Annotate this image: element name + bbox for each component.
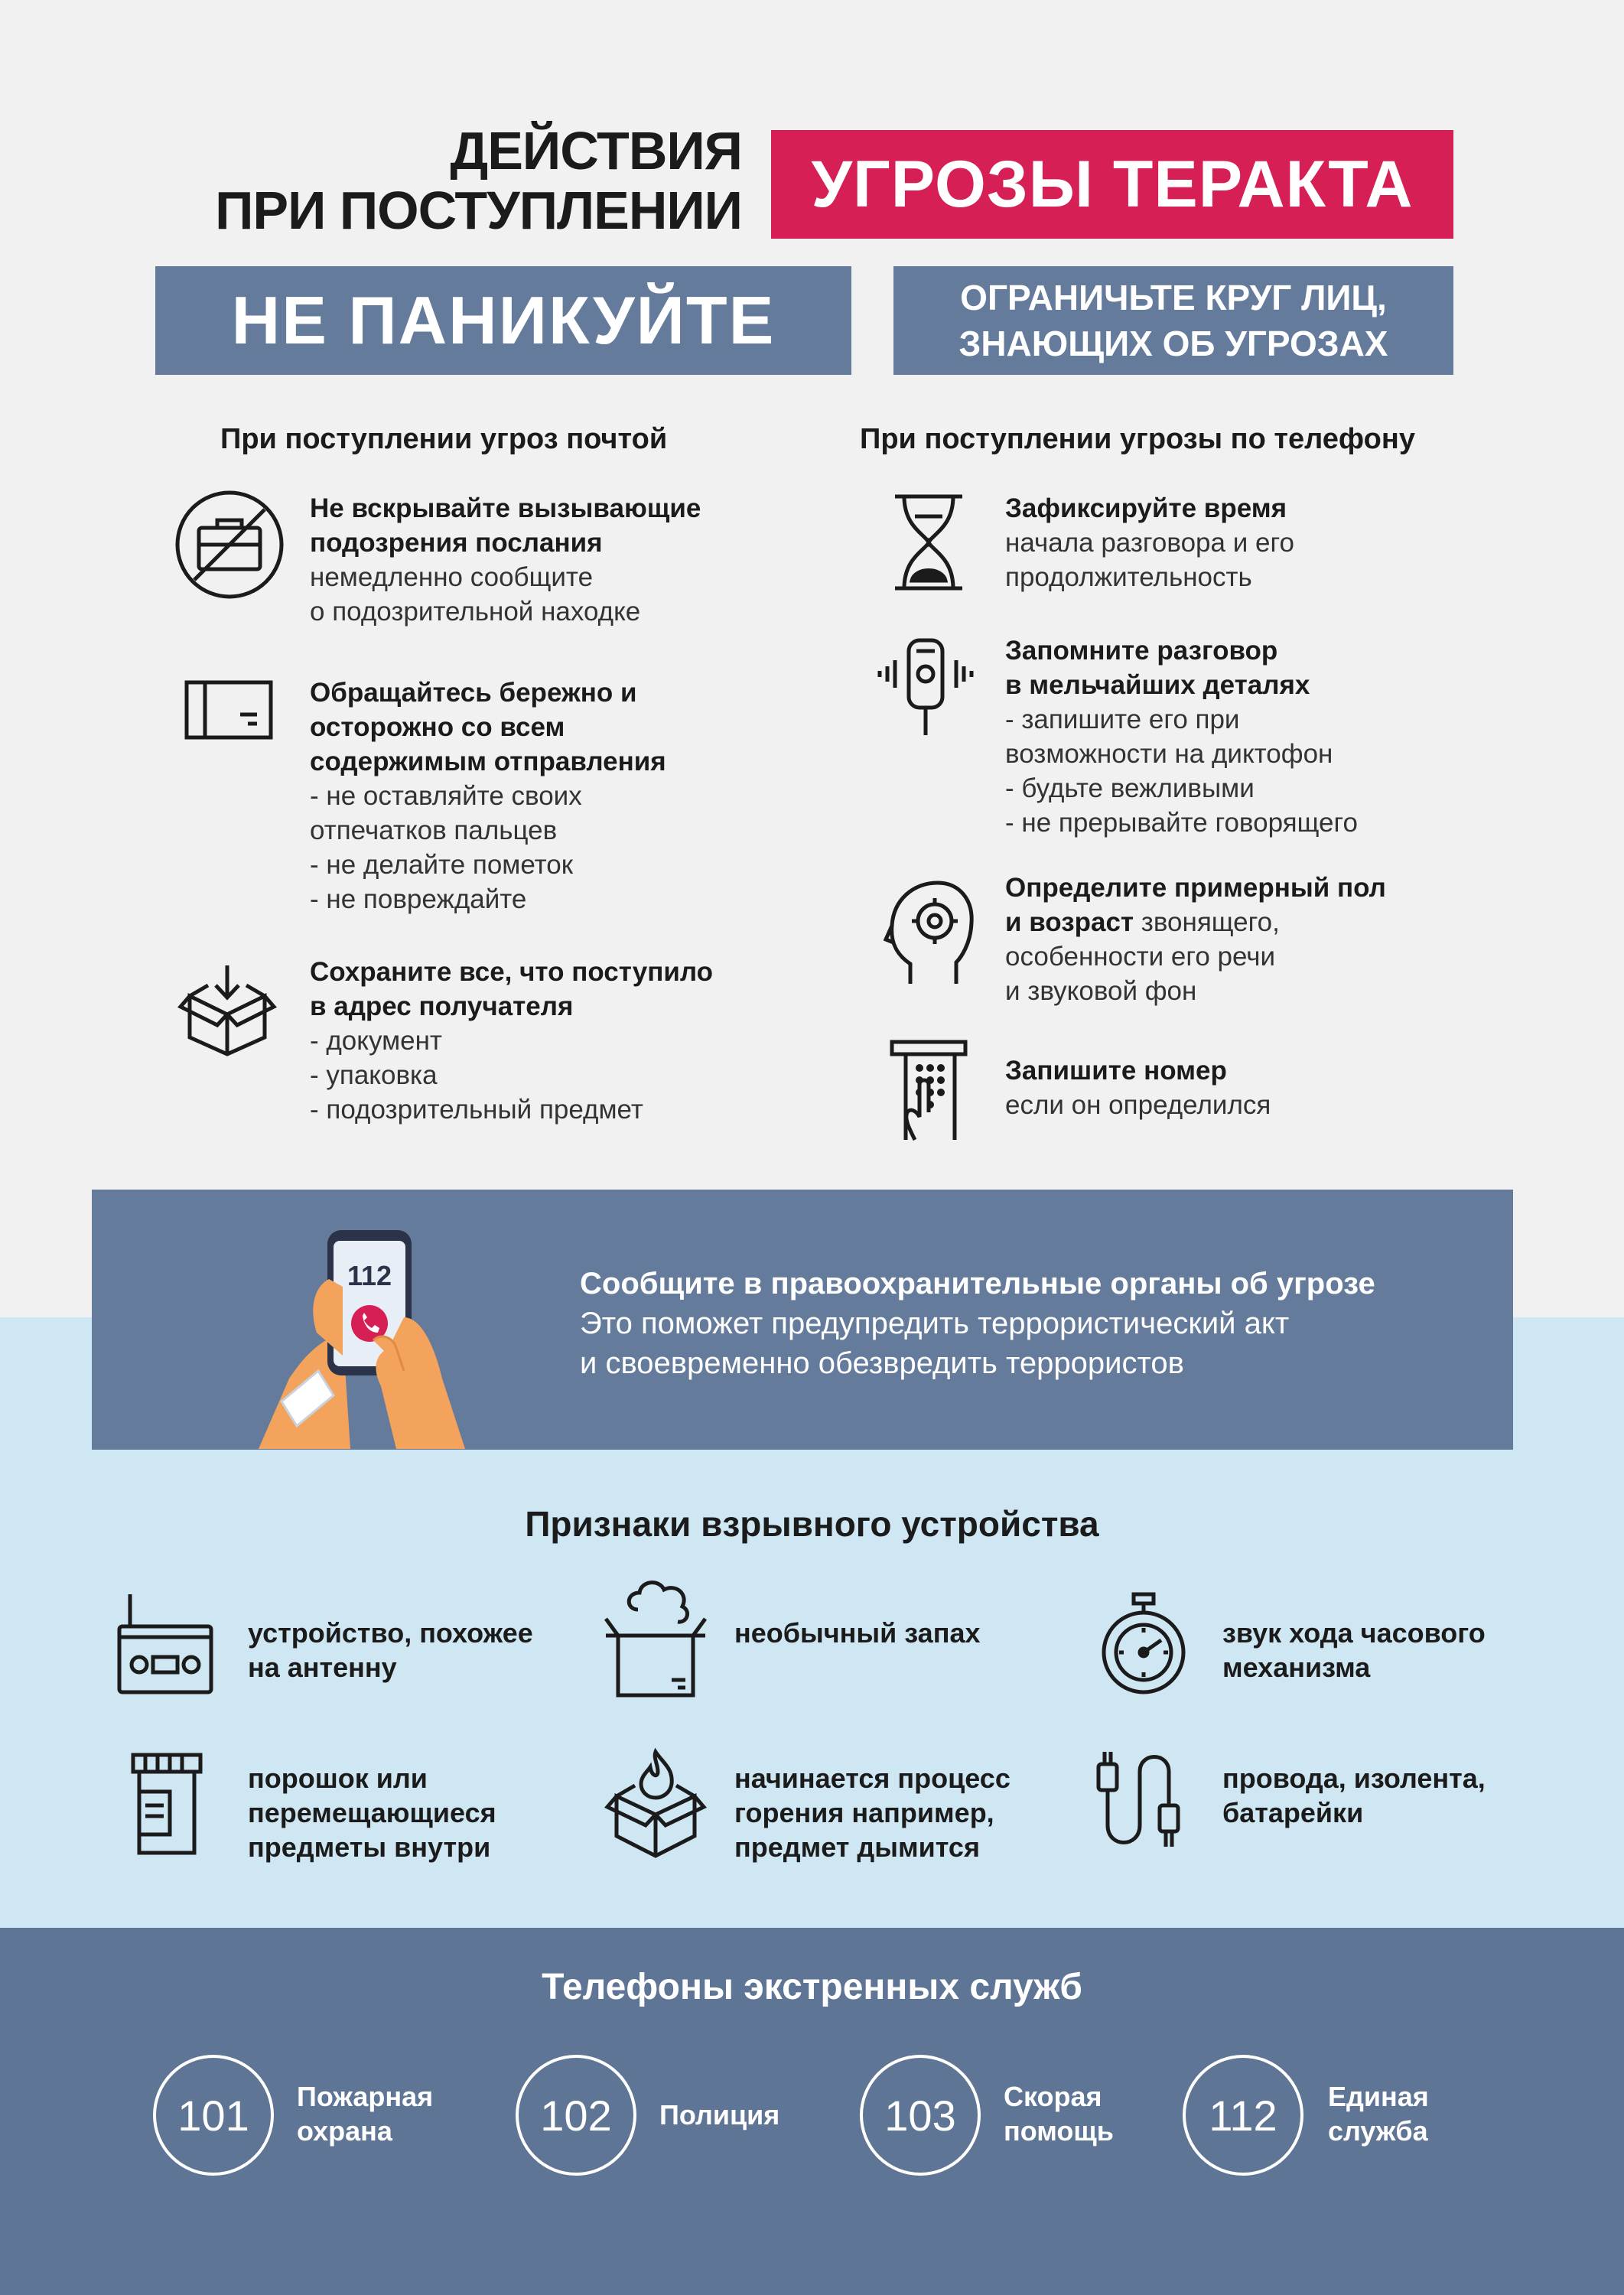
sign-antenna: устройство, похожее на антенну [248,1617,533,1683]
threat-banner: УГРОЗЫ ТЕРАКТА [771,130,1453,239]
smelly-box-icon [603,1576,708,1700]
sign-smell: необычный запах [734,1617,981,1649]
service-ambulance: Скорая помощь [1004,2081,1114,2147]
no-briefcase-icon [173,488,286,601]
phone-item-4: Запишите номер если он определился [1005,1056,1271,1120]
service-fire: Пожарная охрана [297,2081,434,2147]
phone-112-circle[interactable]: 112 [1183,2055,1303,2176]
mail-item-2: Обращайтесь бережно и осторожно со всем содержимым отправления - не оставляйте своих отпечатков пальцев - не делайте пометок - не повреждайте [310,678,666,914]
service-unified: Единая служба [1328,2081,1429,2147]
sign-clock: звук хода часового механизма [1222,1617,1486,1683]
phone-item-2: Запомните разговор в мельчайших деталях - запишите его при возможности на диктофон - будьте вежливыми - не прерывайте говорящего [1005,636,1358,838]
phone-101-circle[interactable]: 101 [153,2055,274,2176]
mail-heading: При поступлении угроз почтой [220,423,668,455]
phone-102-circle[interactable]: 102 [516,2055,636,2176]
bold-fragment: и возраст [1005,907,1134,937]
mail-item-3: Сохраните все, что поступило в адрес получателя - документ - упаковка - подозрительный предмет [310,957,714,1125]
phone-screen-number: 112 [347,1260,392,1291]
report-text: Сообщите в правоохранительные органы об угрозе Это поможет предупредить террористический акт и своевременно обезвредить террористов [580,1267,1375,1380]
smartphone-hand-icon [259,1226,488,1449]
stopwatch-icon [1100,1591,1187,1695]
phone-item-1: Зафиксируйте время начала разговора и его продолжительность [1005,493,1294,592]
mail-item-1: Не вскрывайте вызывающие подозрения послания немедленно сообщите о подозрительной находке [310,493,701,627]
phone-keypad-icon [889,1039,971,1143]
normal-fragment: звонящего, [1134,907,1280,937]
phone-heading: При поступлении угрозы по телефону [860,423,1415,455]
sign-wires: провода, изолента, батарейки [1222,1763,1486,1828]
limit-line-1: ОГРАНИЧЬТЕ КРУГ ЛИЦ, [960,278,1387,317]
radio-antenna-icon [116,1591,214,1698]
head-gear-icon [883,878,975,987]
envelope-icon [184,679,274,741]
limit-circle-banner [893,266,1453,375]
emergency-title: Телефоны экстренных служб [542,1967,1082,2007]
wires-icon [1089,1749,1196,1853]
title-line-2: ПРИ ПОСТУПЛЕНИИ [215,181,742,240]
box-download-icon [177,962,277,1057]
phone-103-circle[interactable]: 103 [860,2055,981,2176]
signs-title: Признаки взрывного устройства [525,1504,1099,1544]
sign-powder: порошок или перемещающиеся предметы внутри [248,1763,496,1863]
service-police: Полиция [659,2099,780,2131]
limit-line-2: ЗНАЮЩИХ ОБ УГРОЗАХ [958,324,1388,363]
hourglass-icon [892,493,965,591]
sign-burning: начинается процесс горения например, предмет дымится [734,1763,1011,1863]
burning-box-icon [604,1746,707,1859]
title-line-1: ДЕЙСТВИЯ [450,121,742,181]
phone-item-3: Определите примерный пол и возраст звонящего, особенности его речи и звуковой фон [1005,873,1386,1006]
dont-panic-banner: НЕ ПАНИКУЙТЕ [155,266,851,375]
microphone-icon [872,637,979,738]
poster-title [145,121,742,240]
powder-jar-icon [130,1752,203,1856]
